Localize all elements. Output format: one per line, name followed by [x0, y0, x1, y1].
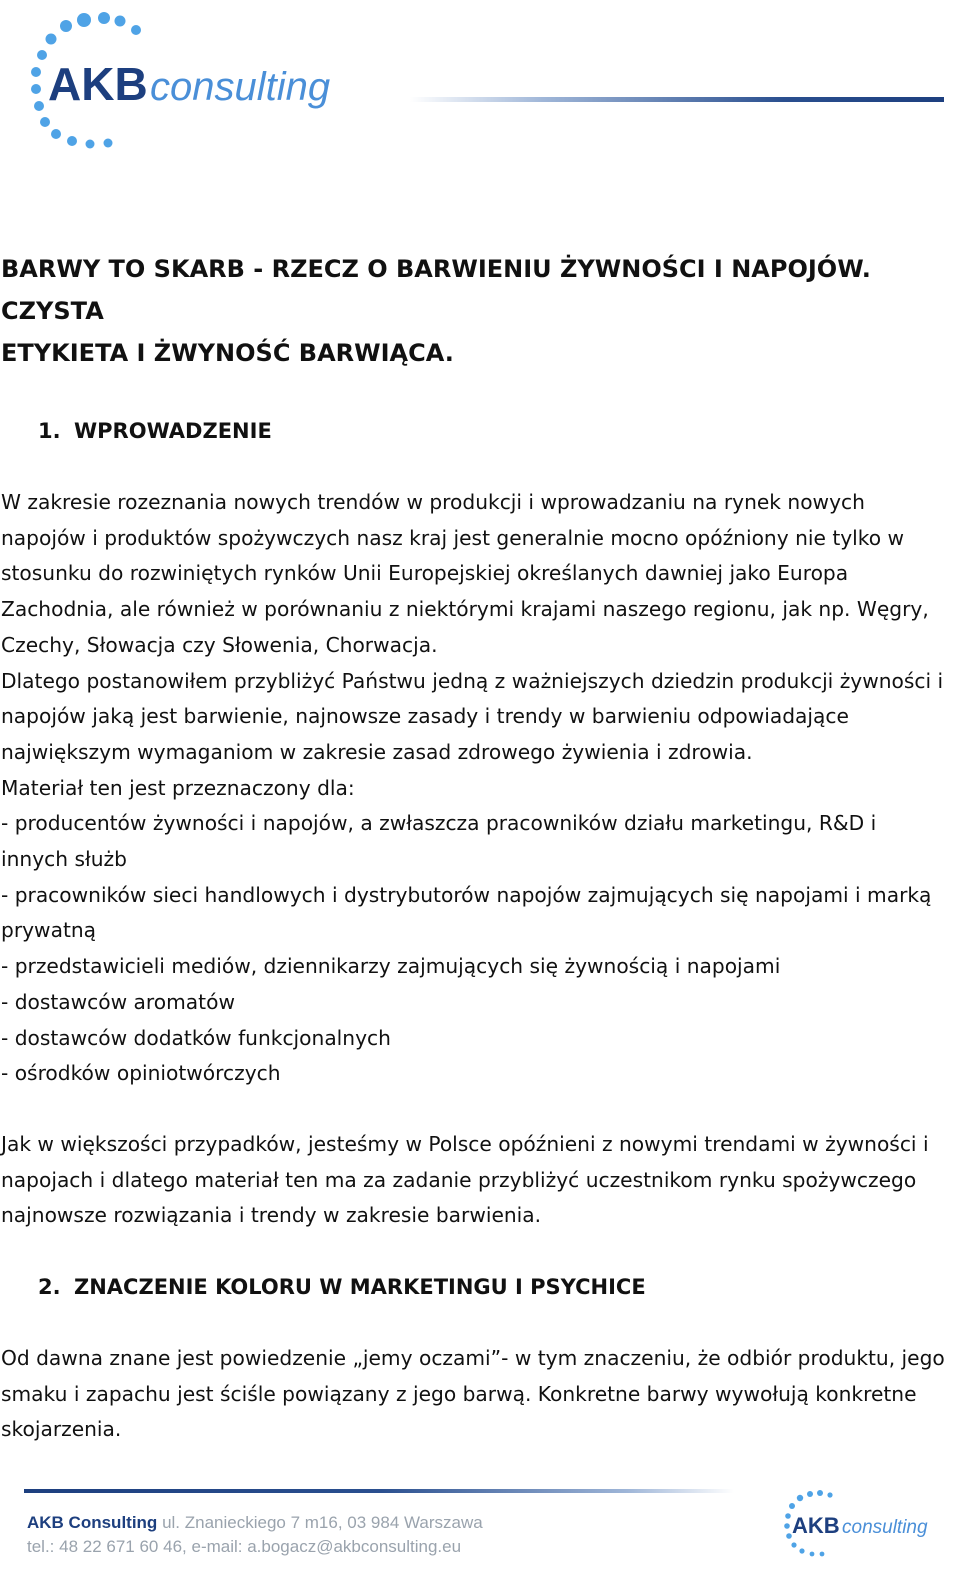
section-title: WPROWADZENIE — [74, 419, 272, 443]
footer-street: ul. Znanieckiego 7 m16, 03 984 Warszawa — [162, 1513, 483, 1532]
footer-company: AKB Consulting — [27, 1513, 158, 1532]
text-line: napojów i produktów spożywczych nasz kraj jest generalnie mocno opóźniony nie tylko w — [1, 525, 905, 550]
text-line: największym wymaganiom w zakresie zasad zdrowego żywienia i zdrowia. — [1, 739, 753, 764]
text-line: - dostawców dodatków funkcjonalnych — [1, 1025, 391, 1050]
text-line: Zachodnia, ale również w porównaniu z niektórymi krajami naszego regionu, jak np. Węgry, — [1, 597, 929, 622]
section-number: 2. — [38, 1275, 61, 1299]
intro-text — [1, 485, 959, 1092]
text-line: W zakresie rozeznania nowych trendów w produkcji i wprowadzaniu na rynek nowych — [1, 490, 865, 514]
text-line: - dostawców aromatów — [1, 989, 235, 1014]
text-line: - producentów żywności i napojów, a zwłaszcza pracowników działu marketingu, R&D i — [1, 811, 877, 836]
footer-logo — [780, 1488, 945, 1560]
section2-paragraph — [1, 1341, 959, 1448]
text-line: najnowsze rozwiązania i trendy w zakresie barwienia. — [1, 1203, 542, 1228]
text-line: smaku i zapachu jest ściśle powiązany z jego barwą. Konkretne barwy wywołują konkretne — [1, 1381, 917, 1406]
text-line: Dlatego postanowiłem przybliżyć Państwu jedną z ważniejszych dziedzin produkcji żywności i — [1, 668, 944, 693]
text-line: Od dawna znane jest powiedzenie „jemy oczami”- w tym znaczeniu, że odbiór produktu, jego — [1, 1346, 945, 1370]
section-title: ZNACZENIE KOLORU W MARKETINGU I PSYCHICE — [74, 1275, 646, 1299]
text-line: - pracowników sieci handlowych i dystrybutorów napojów zajmujących się napojami i marką — [1, 882, 932, 907]
footer-email: e-mail: a.bogacz@akbconsulting.eu — [191, 1537, 462, 1556]
footer-logo-light: consulting — [842, 1517, 928, 1538]
document-title — [1, 248, 951, 374]
text-line: innych służb — [1, 847, 127, 872]
footer-address — [27, 1511, 483, 1535]
text-line: Jak w większości przypadków, jesteśmy w Polsce opóźnieni z nowymi trendami w żywności i — [1, 1132, 929, 1156]
text-line: napojów jaką jest barwienie, najnowsze zasady i trendy w barwieniu odpowiadające — [1, 704, 849, 729]
section-heading-introduction — [38, 416, 272, 446]
text-line: skojarzenia. — [1, 1417, 122, 1442]
logo-brand-light: consulting — [150, 65, 331, 109]
akb-consulting-logo — [20, 10, 360, 155]
section-number: 1. — [38, 419, 61, 443]
closing-paragraph — [1, 1127, 959, 1234]
text-line: - przedstawicieli mediów, dziennikarzy zajmujących się żywnością i napojami — [1, 954, 781, 979]
title-line-2: ETYKIETA I ŻWYNOŚĆ BARWIĄCA. — [1, 339, 454, 367]
title-line-1: BARWY TO SKARB - RZECZ O BARWIENIU ŻYWNOŚCI I NAPOJÓW. CZYSTA — [1, 255, 871, 325]
text-line: napojach i dlatego materiał ten ma za zadanie przybliżyć uczestnikom rynku spożywczego — [1, 1167, 917, 1192]
text-line: prywatną — [1, 918, 97, 943]
section-heading-color-marketing — [38, 1272, 646, 1302]
logo-brand-bold: AKB — [48, 58, 148, 110]
footer-contact — [27, 1535, 461, 1559]
footer-divider — [24, 1489, 734, 1493]
footer-phone: tel.: 48 22 671 60 46, — [27, 1537, 187, 1556]
header-divider — [410, 97, 944, 102]
text-line: - ośrodków opiniotwórczych — [1, 1061, 281, 1086]
text-line: Materiał ten jest przeznaczony dla: — [1, 775, 355, 800]
text-line: Czechy, Słowacja czy Słowenia, Chorwacja. — [1, 632, 438, 657]
text-line: stosunku do rozwiniętych rynków Unii Europejskiej określanych dawniej jako Europa — [1, 561, 849, 586]
footer-logo-bold: AKB — [792, 1513, 840, 1538]
